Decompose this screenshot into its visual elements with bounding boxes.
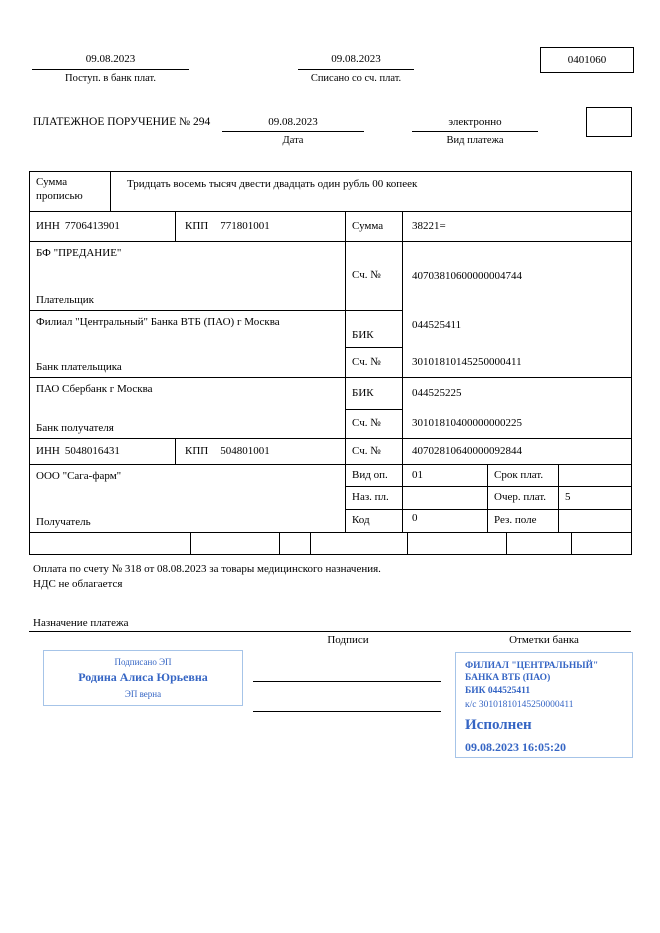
beneficiary-section-label: Получатель xyxy=(36,516,91,529)
srok-plat-label-cell: Срок плат. xyxy=(488,465,559,487)
payer-bank-section-label: Банк плательщика xyxy=(36,361,122,374)
bank-stamp-bik: БИК 044525411 xyxy=(465,685,531,696)
payment-kind-label: Вид платежа xyxy=(446,135,504,146)
fiscal-field-3 xyxy=(280,533,311,554)
amount-label-cell: Сумма xyxy=(346,212,403,242)
kod-label-cell: Код xyxy=(346,510,403,533)
rez-pole-value-cell xyxy=(559,510,631,533)
vid-op-label-cell: Вид оп. xyxy=(346,465,403,487)
amount-words-label-cell: Сумма прописью xyxy=(30,172,111,212)
payer-name-cell: БФ "ПРЕДАНИЕ" Плательщик xyxy=(30,242,346,311)
naz-pl-value-cell xyxy=(403,487,488,510)
beneficiary-bank-name-cell: ПАО Сбербанк г Москва Банк получателя xyxy=(30,378,346,439)
signatures-label: Подписи xyxy=(327,634,369,646)
payment-kind: электронно xyxy=(448,116,502,128)
payer-bank-name-cell: Филиал "Центральный" Банка ВТБ (ПАО) г Москва Банк плательщика xyxy=(30,311,346,378)
beneficiary-bank-section-label: Банк получателя xyxy=(36,422,114,435)
e-signature-top: Подписано ЭП xyxy=(114,657,172,667)
debited-date: 09.08.2023 xyxy=(331,53,381,65)
amount-words-value-cell: Тридцать восемь тысяч двести двадцать один рубль 00 копеек xyxy=(111,172,631,212)
payer-bank-account-label-cell: Сч. № xyxy=(346,348,403,378)
beneficiary-account-label-cell: Сч. № xyxy=(346,439,403,465)
signature-line-1 xyxy=(253,681,441,682)
vid-op-value-cell: 01 xyxy=(403,465,488,487)
signature-line-2 xyxy=(253,711,441,712)
bank-stamp-corr-account: к/с 30101810145250000411 xyxy=(465,700,574,711)
beneficiary-bank-account-value-cell: 30101810400000000225 xyxy=(403,410,631,439)
rez-pole-label-cell: Рез. поле xyxy=(488,510,559,533)
purpose-text xyxy=(33,562,381,593)
beneficiary-bank-bik-label-cell: БИК xyxy=(346,378,403,410)
bank-marks-label: Отметки банка xyxy=(509,634,579,646)
bank-execution-stamp xyxy=(455,652,633,758)
fiscal-field-2 xyxy=(191,533,280,554)
payer-bank-bik-label-cell: БИК xyxy=(346,311,403,348)
fiscal-field-5 xyxy=(408,533,507,554)
received-date-label: Поступ. в банк плат. xyxy=(65,73,156,84)
fiscal-field-1 xyxy=(30,533,191,554)
form-code: 0401060 xyxy=(567,54,607,66)
doc-date-line xyxy=(222,131,364,132)
beneficiary-bank-account-label-cell: Сч. № xyxy=(346,410,403,439)
fiscal-field-6 xyxy=(507,533,572,554)
amount-value-cell: 38221= xyxy=(403,212,631,242)
payer-bank-account-value-cell: 30101810145250000411 xyxy=(403,348,631,378)
beneficiary-bank-bik-value-cell: 044525225 xyxy=(412,387,462,400)
ocher-plat-label-cell: Очер. плат. xyxy=(488,487,559,510)
received-date-line xyxy=(32,69,189,70)
payer-bank-bik-value-cell: 044525411 xyxy=(412,319,462,331)
payer-section-label: Плательщик xyxy=(36,294,94,307)
payment-order-table xyxy=(29,171,632,555)
ocher-plat-value-cell: 5 xyxy=(559,487,631,510)
received-date: 09.08.2023 xyxy=(85,53,136,65)
payer-account-label-cell: Сч. № xyxy=(346,242,403,311)
doc-date: 09.08.2023 xyxy=(268,116,318,128)
srok-plat-value-cell xyxy=(559,465,631,487)
payer-kpp-cell: КПП 771801001 xyxy=(176,212,346,242)
purpose-section-label: Назначение платежа xyxy=(33,617,129,629)
purpose-line-1: Оплата по счету № 318 от 08.08.2023 за товары медицинского назначения. xyxy=(33,563,381,575)
beneficiary-account-value-cell: 40702810640000092844 xyxy=(403,439,631,465)
debited-date-line xyxy=(298,69,414,70)
e-signature-name: Родина Алиса Юрьевна xyxy=(78,670,208,684)
e-signature-bottom: ЭП верна xyxy=(124,689,162,699)
bank-stamp-bank-name: ФИЛИАЛ "ЦЕНТРАЛЬНЫЙ" БАНКА ВТБ (ПАО) xyxy=(465,661,599,684)
bank-stamp-datetime: 09.08.2023 16:05:20 xyxy=(465,740,566,755)
purpose-line-2: НДС не облагается xyxy=(33,578,123,591)
beneficiary-name-cell: ООО "Сага-фарм" Получатель xyxy=(30,465,346,533)
fiscal-field-4 xyxy=(311,533,408,554)
beneficiary-inn-cell: ИНН 5048016431 xyxy=(30,439,176,465)
payment-kind-line xyxy=(412,131,538,132)
payer-inn-cell: ИНН 7706413901 xyxy=(30,212,176,242)
debited-date-label: Списано со сч. плат. xyxy=(310,73,402,84)
form-code-box xyxy=(540,47,634,73)
fiscal-field-7 xyxy=(572,533,631,554)
purpose-underline xyxy=(29,631,631,632)
payer-account-value-cell: 40703810600000004744 xyxy=(412,269,522,282)
status-code-box xyxy=(586,107,632,137)
beneficiary-kpp-cell: КПП 504801001 xyxy=(176,439,346,465)
doc-date-label: Дата xyxy=(282,135,304,146)
bank-stamp-status: Исполнен xyxy=(465,717,532,734)
document-title: ПЛАТЕЖНОЕ ПОРУЧЕНИЕ № 294 xyxy=(33,116,211,128)
kod-value-cell: 0 xyxy=(403,510,488,533)
e-signature-stamp xyxy=(43,650,243,706)
naz-pl-label-cell: Наз. пл. xyxy=(346,487,403,510)
